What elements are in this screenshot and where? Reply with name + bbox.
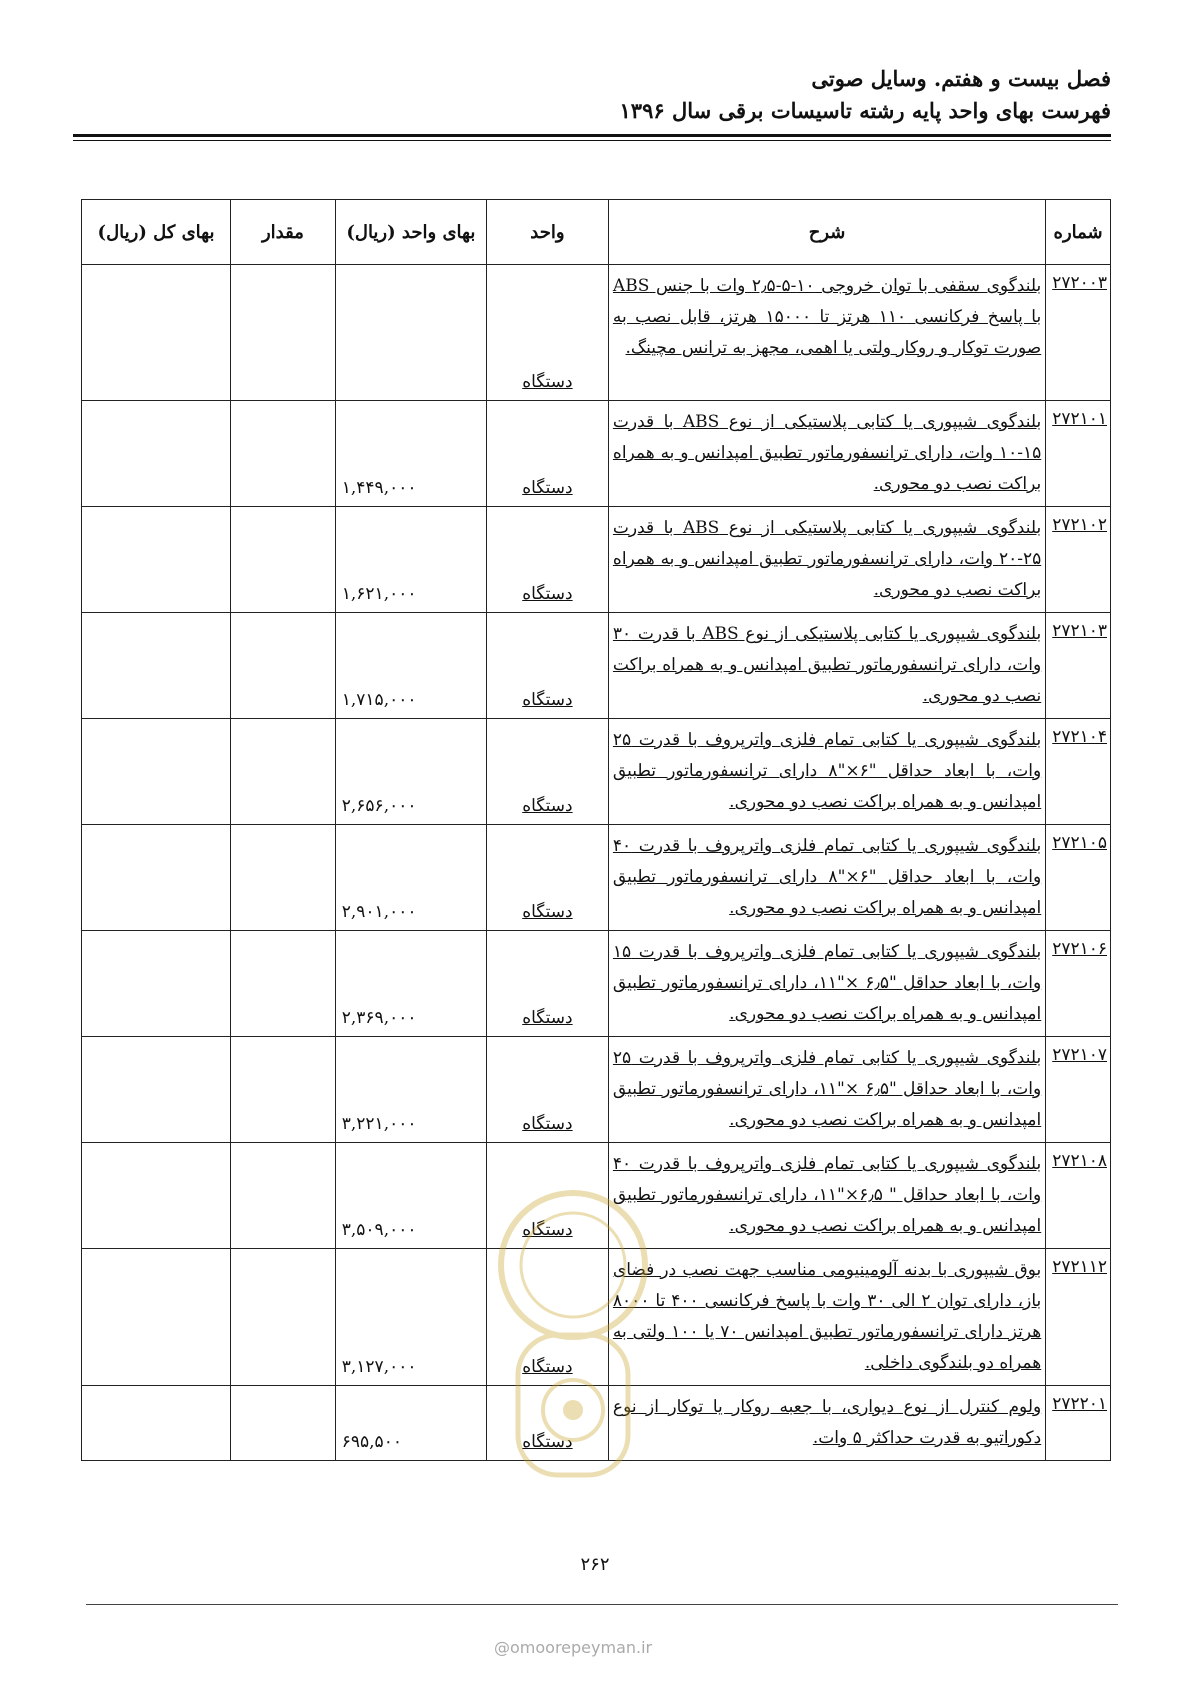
page-number: ۲۶۲	[580, 1554, 610, 1575]
header-rule-thin	[73, 140, 1111, 141]
table-row	[82, 613, 1111, 719]
item-description: بلندگوی شیپوری یا کتابی پلاستیکی از نوع ABS با قدرت ۳۰ وات، دارای ترانسفورماتور تطبیق امپدانس و به همراه براکت نصب دو محوری.	[608, 613, 1045, 719]
header-quantity: مقدار	[231, 200, 336, 265]
item-number: ۲۷۲۱۱۲	[1046, 1249, 1111, 1386]
item-unit: دستگاه	[486, 931, 608, 1037]
item-total-price	[82, 1143, 231, 1249]
item-total-price	[82, 507, 231, 613]
item-description: بلندگوی شیپوری یا کتابی پلاستیکی از نوع ABS با قدرت ۲۵-۲۰ وات، دارای ترانسفورماتور تطبیق امپدانس و به همراه براکت نصب دو محوری.	[608, 507, 1045, 613]
header-total-price: بهای کل (ریال)	[82, 200, 231, 265]
item-total-price	[82, 931, 231, 1037]
item-number: ۲۷۲۱۰۲	[1046, 507, 1111, 613]
item-number: ۲۷۲۱۰۳	[1046, 613, 1111, 719]
item-unit: دستگاه	[486, 613, 608, 719]
item-unit: دستگاه	[486, 1037, 608, 1143]
item-unit-price: ۲,۶۵۶,۰۰۰	[335, 719, 486, 825]
item-quantity	[231, 401, 336, 507]
item-description: بلندگوی شیپوری یا کتابی تمام فلزی واترپروف با قدرت ۲۵ وات، با ابعاد حداقل "۶٫۵ ×"۱۱، دارای ترانسفورماتور تطبیق امپدانس و به همراه براکت نصب دو محوری.	[608, 1037, 1045, 1143]
item-quantity	[231, 719, 336, 825]
seal-stamp-watermark	[478, 1185, 668, 1515]
item-description: بلندگوی شیپوری یا کتابی تمام فلزی واترپروف با قدرت ۲۵ وات، با ابعاد حداقل "۶×"۸ دارای ترانسفورماتور تطبیق امپدانس و به همراه براکت نصب دو محوری.	[608, 719, 1045, 825]
item-unit-price: ۲,۹۰۱,۰۰۰	[335, 825, 486, 931]
item-total-price	[82, 265, 231, 401]
item-total-price	[82, 613, 231, 719]
item-description: بلندگوی شیپوری یا کتابی تمام فلزی واترپروف با قدرت ۴۰ وات، با ابعاد حداقل " ۶٫۵×"۱۱، دارای ترانسفورماتور تطبیق امپدانس و به همراه براکت نصب دو محوری.	[608, 1143, 1045, 1249]
item-description: بلندگوی شیپوری یا کتابی پلاستیکی از نوع ABS با قدرت ۱۵-۱۰ وات، دارای ترانسفورماتور تطبیق امپدانس و به همراه براکت نصب دو محوری.	[608, 401, 1045, 507]
item-quantity	[231, 931, 336, 1037]
item-quantity	[231, 265, 336, 401]
item-unit: دستگاه	[486, 719, 608, 825]
item-total-price	[82, 1249, 231, 1386]
header-unit-price: بهای واحد (ریال)	[335, 200, 486, 265]
item-unit-price: ۱,۴۴۹,۰۰۰	[335, 401, 486, 507]
item-description: بلندگوی سقفی با توان خروجی ۱۰-۵-۲٫۵ وات با جنس ABS با پاسخ فرکانسی ۱۱۰ هرتز تا ۱۵۰۰۰ هرتز، قابل نصب به صورت توکار و روکار ولتی یا اهمی، مجهز به ترانس مچینگ.	[608, 265, 1045, 401]
item-number: ۲۷۲۰۰۳	[1046, 265, 1111, 401]
item-description: بلندگوی شیپوری یا کتابی تمام فلزی واترپروف با قدرت ۴۰ وات، با ابعاد حداقل "۶×"۸ دارای ترانسفورماتور تطبیق امپدانس و به همراه براکت نصب دو محوری.	[608, 825, 1045, 931]
item-unit-price: ۶۹۵,۵۰۰	[335, 1386, 486, 1461]
item-number: ۲۷۲۱۰۱	[1046, 401, 1111, 507]
table-row	[82, 1037, 1111, 1143]
item-total-price	[82, 719, 231, 825]
item-unit: دستگاه	[486, 401, 608, 507]
item-unit: دستگاه	[486, 507, 608, 613]
item-unit: دستگاه	[486, 825, 608, 931]
table-row	[82, 931, 1111, 1037]
item-unit: دستگاه	[486, 265, 608, 401]
item-unit: دستگاه	[486, 1143, 608, 1249]
item-unit-price: ۳,۲۲۱,۰۰۰	[335, 1037, 486, 1143]
table-row	[82, 265, 1111, 401]
item-unit-price: ۲,۳۶۹,۰۰۰	[335, 931, 486, 1037]
item-description: ولوم کنترل از نوع دیواری، با جعبه روکار یا توکار از نوع دکوراتیو به قدرت حداکثر ۵ وات.	[608, 1386, 1045, 1461]
item-unit-price	[335, 265, 486, 401]
item-unit-price: ۳,۵۰۹,۰۰۰	[335, 1143, 486, 1249]
header-rule-thick	[73, 134, 1111, 137]
table-row	[82, 825, 1111, 931]
item-unit-price: ۱,۶۲۱,۰۰۰	[335, 507, 486, 613]
item-number: ۲۷۲۱۰۴	[1046, 719, 1111, 825]
table-header-row	[82, 200, 1111, 265]
item-number: ۲۷۲۱۰۷	[1046, 1037, 1111, 1143]
item-quantity	[231, 1143, 336, 1249]
item-number: ۲۷۲۱۰۶	[1046, 931, 1111, 1037]
item-quantity	[231, 1386, 336, 1461]
item-number: ۲۷۲۱۰۸	[1046, 1143, 1111, 1249]
item-unit: دستگاه	[486, 1386, 608, 1461]
page-header	[71, 62, 1111, 126]
document-subtitle: فهرست بهای واحد پایه رشته تاسیسات برقی سال ۱۳۹۶	[619, 98, 1111, 123]
item-total-price	[82, 825, 231, 931]
header-description: شرح	[608, 200, 1045, 265]
table-row	[82, 507, 1111, 613]
item-quantity	[231, 507, 336, 613]
item-quantity	[231, 1037, 336, 1143]
header-unit: واحد	[486, 200, 608, 265]
item-description: بلندگوی شیپوری یا کتابی تمام فلزی واترپروف با قدرت ۱۵ وات، با ابعاد حداقل "۶٫۵ ×"۱۱، دارای ترانسفورماتور تطبیق امپدانس و به همراه براکت نصب دو محوری.	[608, 931, 1045, 1037]
item-unit-price: ۳,۱۲۷,۰۰۰	[335, 1249, 486, 1386]
item-number: ۲۷۲۲۰۱	[1046, 1386, 1111, 1461]
item-unit: دستگاه	[486, 1249, 608, 1386]
header-number: شماره	[1046, 200, 1111, 265]
item-total-price	[82, 1386, 231, 1461]
item-total-price	[82, 401, 231, 507]
table-row	[82, 401, 1111, 507]
chapter-title: فصل بیست و هفتم. وسایل صوتی	[811, 66, 1111, 91]
item-quantity	[231, 1249, 336, 1386]
watermark-text: @omoorepeyman.ir	[494, 1638, 653, 1657]
item-description: بوق شیپوری با بدنه آلومینیومی مناسب جهت نصب در فضای باز، دارای توان ۲ الی ۳۰ وات با پاسخ فرکانسی ۴۰۰ تا ۸۰۰۰ هرتز دارای ترانسفورماتور تطبیق امپدانس ۷۰ یا ۱۰۰ ولتی به همراه دو بلندگوی داخلی.	[608, 1249, 1045, 1386]
item-total-price	[82, 1037, 231, 1143]
item-number: ۲۷۲۱۰۵	[1046, 825, 1111, 931]
item-quantity	[231, 825, 336, 931]
item-quantity	[231, 613, 336, 719]
footer-rule	[86, 1604, 1118, 1605]
table-row	[82, 719, 1111, 825]
item-unit-price: ۱,۷۱۵,۰۰۰	[335, 613, 486, 719]
